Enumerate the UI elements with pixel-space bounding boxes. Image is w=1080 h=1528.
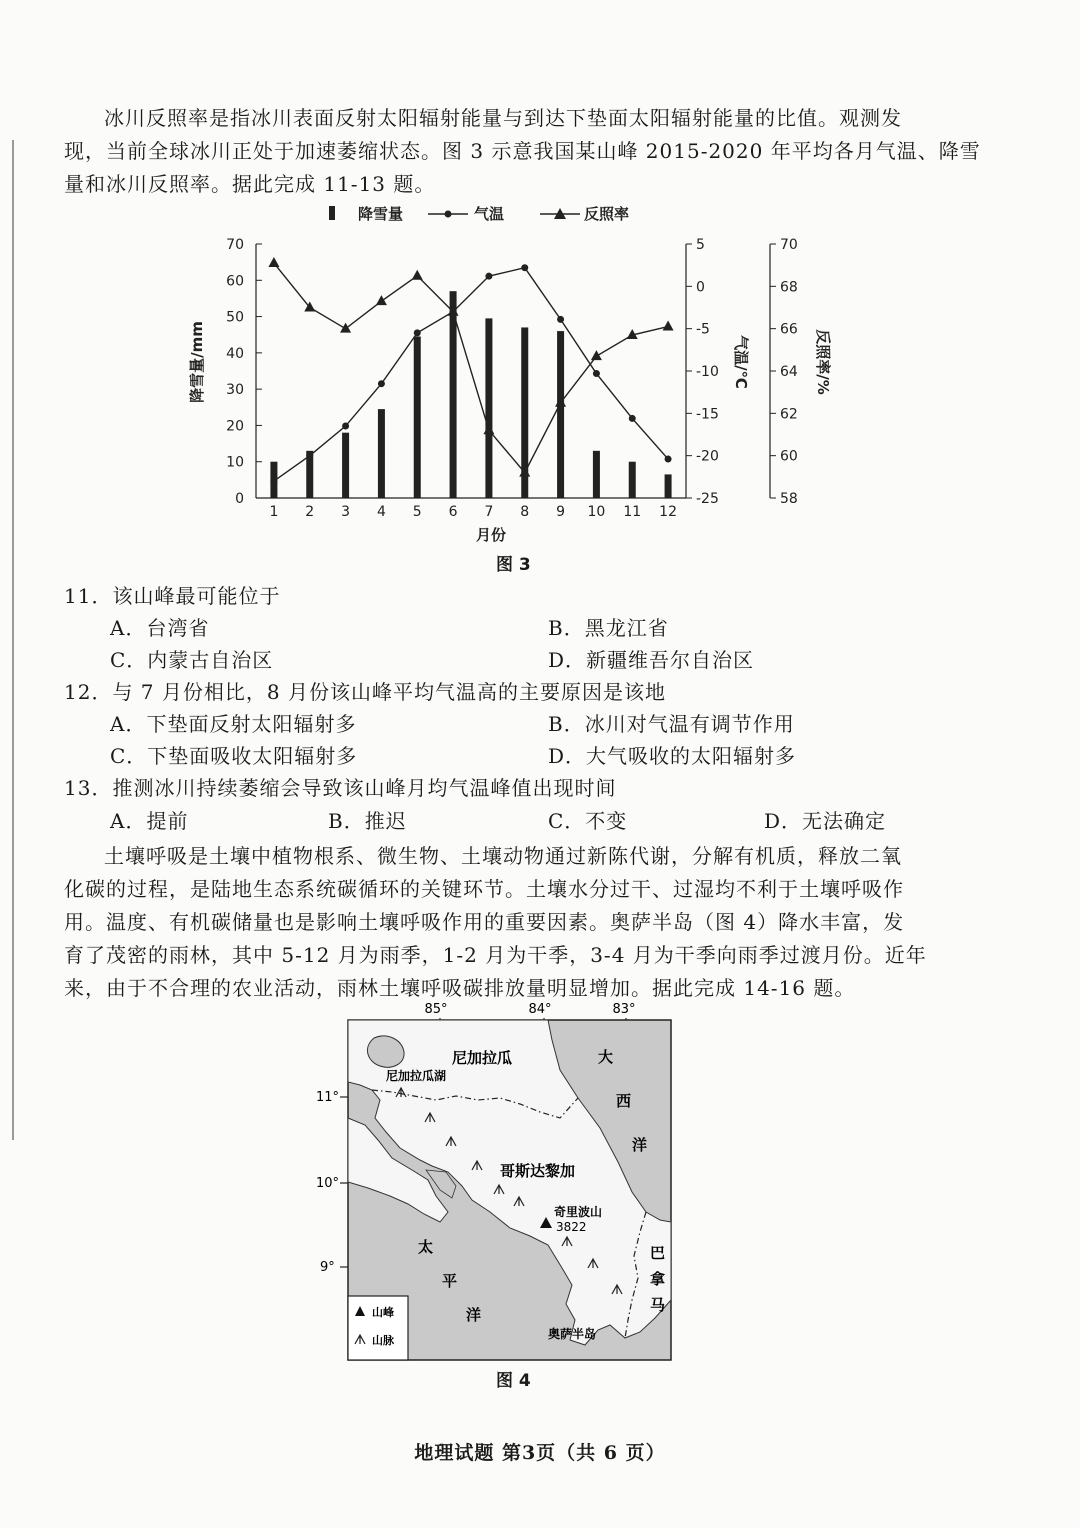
q11-option-b: B．黑龙江省	[548, 616, 669, 640]
ytick-right-label: 58	[780, 491, 798, 507]
xtick-label: 2	[305, 504, 315, 520]
label-panama-1: 巴	[650, 1244, 666, 1262]
temp-point	[629, 415, 636, 422]
ytick-mid-label: 5	[696, 237, 705, 253]
label-costa-rica: 哥斯达黎加	[500, 1162, 576, 1180]
ytick-left-label: 10	[226, 454, 244, 471]
q13-option-b: B．推迟	[328, 809, 407, 833]
intro1-line-2: 现，当前全球冰川正处于加速萎缩状态。图 3 示意我国某山峰 2015-2020 年平均各月气温、降雪	[64, 139, 981, 163]
lat-label-9: 9°	[320, 1260, 335, 1275]
albedo-point	[483, 424, 494, 434]
intro2-line-1: 土壤呼吸是土壤中植物根系、微生物、土壤动物通过新陈代谢，分解有机质，释放二氧	[104, 844, 902, 868]
ytick-left-label: 70	[226, 237, 244, 253]
xtick-label: 11	[623, 504, 642, 520]
chart-bars	[270, 291, 671, 498]
intro2-line-3: 用。温度、有机碳储量也是影响土壤呼吸作用的重要因素。奥萨半岛（图 4）降水丰富，发	[64, 910, 905, 934]
ytick-mid-label: -10	[696, 364, 719, 380]
temp-point	[485, 273, 492, 280]
snow-bar	[593, 451, 600, 498]
ytick-right-label: 66	[780, 321, 798, 338]
q11-option-c: C．内蒙古自治区	[110, 648, 274, 672]
xtick-label: 4	[376, 504, 386, 520]
q13-stem: 13．推测冰川持续萎缩会导致该山峰月均气温峰值出现时间	[64, 776, 617, 800]
legend-snow-swatch	[329, 206, 335, 220]
lon-label-83: 83°	[612, 1002, 636, 1017]
q12-option-a: A．下垫面反射太阳辐射多	[110, 712, 357, 736]
intro1-line-3: 量和冰川反照率。据此完成 11-13 题。	[64, 172, 436, 196]
albedo-point	[340, 323, 351, 333]
snow-bar	[557, 331, 564, 498]
figure-3-chart	[0, 195, 1080, 544]
q12-stem: 12．与 7 月份相比，8 月份该山峰平均气温高的主要原因是该地	[64, 680, 666, 704]
chart-xlabel: 月份	[475, 526, 507, 544]
figure-4-caption: 图 4	[496, 1371, 531, 1391]
ytick-left-label: 40	[226, 345, 244, 362]
temp-point	[270, 478, 277, 485]
ytick-mid-label: -15	[696, 406, 719, 423]
figure-3-caption: 图 3	[496, 555, 531, 575]
xtick-label: 10	[587, 504, 606, 520]
label-lake-nicaragua: 尼加拉瓜湖	[386, 1069, 447, 1083]
intro1-line-1: 冰川反照率是指冰川表面反射太阳辐射能量与到达下垫面太阳辐射能量的比值。观测发	[104, 106, 902, 130]
snow-bar	[485, 318, 492, 498]
label-panama-3: 马	[650, 1296, 666, 1314]
q13-option-a: A．提前	[110, 809, 189, 833]
ytick-right-label: 64	[780, 364, 798, 380]
temp-point	[521, 264, 528, 271]
q11-option-d: D．新疆维吾尔自治区	[548, 648, 755, 672]
lat-label-10: 10°	[316, 1176, 340, 1191]
albedo-point	[591, 350, 602, 360]
ytick-mid-label: -5	[696, 321, 710, 338]
label-nicaragua: 尼加拉瓜	[452, 1049, 513, 1067]
legend-snow-label: 降雪量	[358, 205, 404, 223]
temp-point	[306, 452, 313, 459]
ytick-mid-label: -25	[696, 491, 719, 507]
lat-label-11: 11°	[316, 1090, 340, 1105]
label-atlantic-2: 西	[616, 1092, 632, 1110]
xtick-label: 6	[448, 504, 458, 520]
snow-bar	[342, 433, 349, 498]
snow-bar	[629, 462, 636, 498]
ytick-right-label: 62	[780, 406, 798, 423]
xtick-label: 9	[556, 504, 566, 520]
legend-temp-marker	[445, 211, 452, 218]
intro-paragraph-1	[64, 102, 1024, 201]
intro2-line-2: 化碳的过程，是陆地生态系统碳循环的关键环节。土壤水分过干、过湿均不利于土壤呼吸作	[64, 877, 904, 901]
label-panama-2: 拿	[650, 1270, 666, 1288]
ytick-left-label: 50	[226, 309, 244, 326]
temp-line	[274, 268, 668, 481]
snow-bar	[665, 474, 672, 498]
xtick-label: 8	[520, 504, 530, 520]
albedo-point	[376, 295, 387, 305]
q13-option-d: D．无法确定	[764, 809, 887, 833]
temp-point	[342, 423, 349, 430]
ytick-left-label: 0	[235, 491, 244, 507]
q12-option-c: C．下垫面吸收太阳辐射多	[110, 744, 358, 768]
chart-ylabel-left: 降雪量/mm	[188, 321, 206, 403]
label-pacific-1: 太	[418, 1238, 434, 1256]
snow-bar	[378, 409, 385, 498]
peak-name: 奇里波山	[554, 1205, 603, 1219]
label-atlantic-1: 大	[598, 1048, 614, 1066]
ytick-mid-label: -20	[696, 448, 719, 465]
label-pacific-3: 洋	[466, 1306, 482, 1324]
chart-legend	[329, 205, 629, 223]
intro-paragraph-2	[64, 840, 1024, 1005]
ytick-mid-label: 0	[696, 279, 705, 296]
xtick-label: 7	[484, 504, 494, 520]
legend-temp-label: 气温	[474, 205, 505, 223]
xtick-label: 5	[412, 504, 422, 520]
albedo-point	[268, 257, 279, 267]
legend-albedo-label: 反照率	[584, 205, 630, 223]
intro2-line-5: 来，由于不合理的农业活动，雨林土壤呼吸碳排放量明显增加。据此完成 14-16 题。	[64, 976, 856, 1000]
albedo-point	[663, 321, 674, 331]
ytick-right-label: 68	[780, 279, 798, 296]
q12-option-b: B．冰川对气温有调节作用	[548, 712, 795, 736]
legend-range-text: 山脉	[372, 1334, 394, 1347]
temp-point	[557, 316, 564, 323]
label-osa-peninsula: 奥萨半岛	[548, 1327, 597, 1341]
ytick-right-label: 60	[780, 448, 798, 465]
legend-peak-text: 山峰	[372, 1306, 394, 1319]
lon-label-85: 85°	[424, 1002, 448, 1017]
xtick-label: 3	[341, 504, 351, 520]
chart-ylabel-mid: 气温/℃	[732, 335, 750, 389]
figure-4-map	[290, 1000, 690, 1365]
chart-ylabel-right: 反照率/%	[814, 329, 832, 395]
temp-point	[414, 329, 421, 336]
xtick-label: 1	[269, 504, 279, 520]
snow-bar	[414, 337, 421, 498]
q12-option-d: D．大气吸收的太阳辐射多	[548, 744, 797, 768]
intro2-line-4: 育了茂密的雨林，其中 5-12 月为雨季，1-2 月为干季，3-4 月为干季向雨季过渡月份。近年	[64, 943, 927, 967]
q11-stem: 11．该山峰最可能位于	[64, 584, 281, 608]
q11-option-a: A．台湾省	[110, 616, 210, 640]
temp-point	[593, 370, 600, 377]
lon-label-84: 84°	[528, 1002, 552, 1017]
label-pacific-2: 平	[442, 1272, 458, 1290]
ytick-left-label: 20	[226, 418, 244, 435]
temp-point	[378, 380, 385, 387]
ytick-left-label: 60	[226, 273, 244, 290]
ytick-right-label: 70	[780, 237, 798, 253]
chart-lines	[268, 257, 673, 485]
page-footer: 地理试题 第3页（共 6 页）	[414, 1442, 666, 1464]
xtick-label: 12	[659, 504, 677, 520]
q13-option-c: C．不变	[548, 809, 628, 833]
ytick-left-label: 30	[226, 382, 244, 399]
label-atlantic-3: 洋	[632, 1136, 648, 1154]
albedo-point	[412, 270, 423, 280]
peak-height: 3822	[556, 1220, 587, 1234]
temp-point	[665, 456, 672, 463]
